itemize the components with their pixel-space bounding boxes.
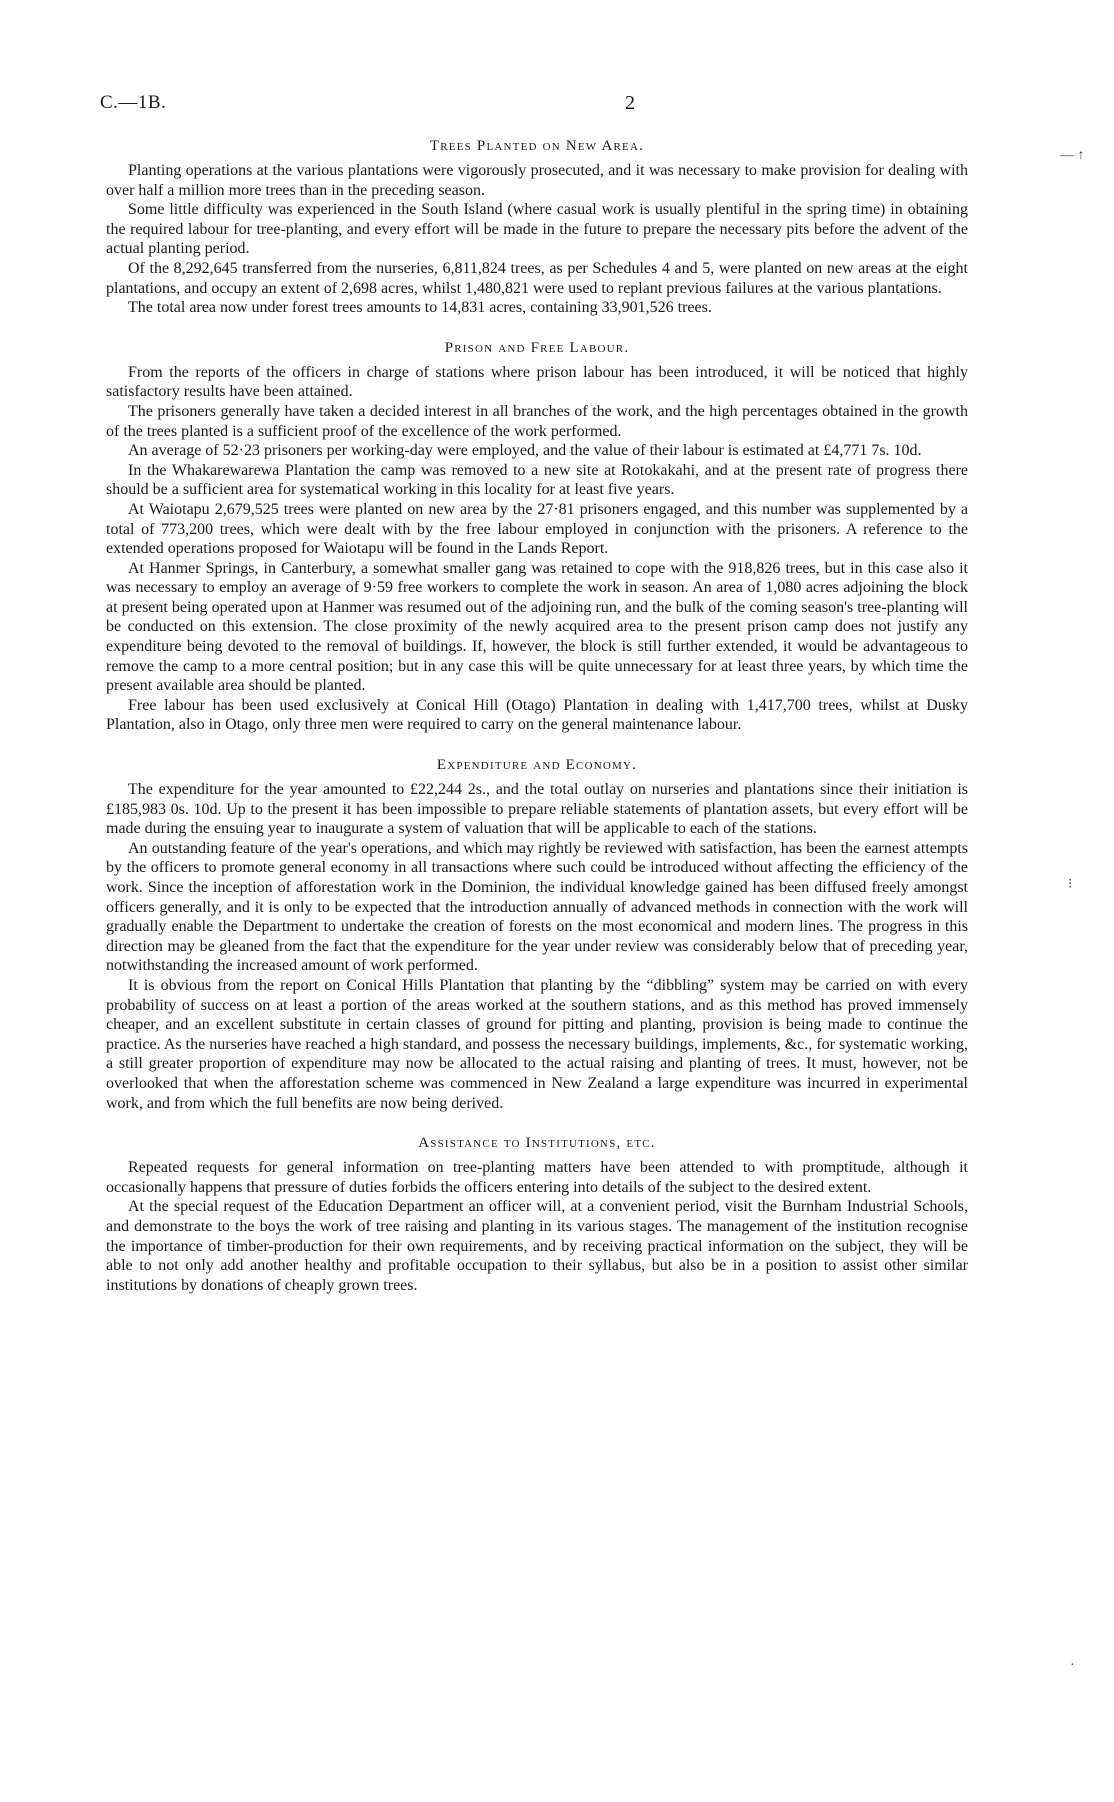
paragraph: An average of 52·23 prisoners per working-day were employed, and the value of their labour is estimated at £4,771 7s. 10d. (128, 442, 922, 460)
paragraph: Of the 8,292,645 transferred from the nurseries, 6,811,824 trees, as per Schedules 4 and 5, were planted on new areas at the eight plantations, and occupy an extent of 2,698 acres, whilst 1,480,821 were used to replant previous failures at the various plantations. (106, 259, 968, 297)
paragraph: An outstanding feature of the year's operations, and which may rightly be reviewed with satisfaction, has been the earnest attempts by the officers to promote general economy in all transactions where such could be introduced without affecting the efficiency of the work. Since the inception of afforestation work in the Dominion, the individual knowledge gained has been diffused freely amongst officers generally, and it is only to be expected that the introduction annually of advanced methods in connection with the work will gradually enable the Department to undertake the creation of forests on the most economical and modern lines. The progress in this direction may be gleaned from the fact that the expenditure for the year under review was considerably below that of preceding year, notwithstanding the increased amount of work performed. (106, 839, 968, 975)
section-assistance (106, 1135, 968, 1295)
paragraph: At the special request of the Education Department an officer will, at a convenient period, visit the Burnham Industrial Schools, and demonstrate to the boys the work of tree raising and planting in its various stages. The management of the institution recognise the importance of timber-production for their own requirements, and by receiving practical information on the subject, they will be able to not only add another healthy and profitable occupation to their syllabus, but also be in a position to assist other similar institutions by donations of cheaply grown trees. (106, 1198, 968, 1294)
margin-mark-top: — ↑ (1060, 148, 1085, 163)
paragraph: The prisoners generally have taken a decided interest in all branches of the work, and the high percentages obtained in the growth of the trees planted is a sufficient proof of the excellence of the work performed. (106, 402, 968, 440)
paragraph: Free labour has been used exclusively at Conical Hill (Otago) Plantation in dealing with 1,417,700 trees, whilst at Dusky Plantation, also in Otago, only three men were required to carry on the general maintenance labour. (106, 696, 968, 734)
document-code: C.—1B. (100, 92, 167, 113)
margin-mark-bottom: · (1070, 1658, 1075, 1673)
paragraph: It is obvious from the report on Conical Hills Plantation that planting by the “dibbling” system may be carried on with every probability of success on at least a portion of the areas worked at the southern stations, and as this method has proved immensely cheaper, and an excellent substitute in certain classes of ground for pitting and planting, provision is being made to continue the practice. As the nurseries have reached a high standard, and possess the necessary buildings, implements, &c., for systematic working, a still greater proportion of expenditure may now be allocated to the actual raising and planting of trees. It must, however, not be overlooked that when the afforestation scheme was commenced in New Zealand a large expenditure was incurred in experimental work, and from which the full benefits are now being derived. (106, 976, 968, 1112)
section-heading: Prison and Free Labour. (444, 339, 630, 356)
paragraph: From the reports of the officers in charge of stations where prison labour has been introduced, it will be noticed that highly satisfactory results have been attained. (106, 363, 968, 401)
paragraph: The total area now under forest trees amounts to 14,831 acres, containing 33,901,526 trees. (128, 299, 712, 317)
section-expenditure (106, 757, 968, 1113)
margin-mark-middle: ⁝ (1068, 877, 1073, 892)
paragraph: The expenditure for the year amounted to £22,244 2s., and the total outlay on nurseries and plantations since their initiation is £185,983 0s. 10d. Up to the present it has been impossible to prepare reliable statements of plantation assets, but every effort will be made during the ensuing year to inaugurate a system of valuation that will be applicable to each of the stations. (106, 781, 968, 838)
paragraph: Planting operations at the various plantations were vigorously prosecuted, and it was necessary to make provision for dealing with over half a million more trees than in the preceding season. (106, 162, 968, 199)
section-heading: Expenditure and Economy. (436, 757, 638, 774)
paragraph: Some little difficulty was experienced in the South Island (where casual work is usually plentiful in the spring time) in obtaining the required labour for tree-planting, and every effort will be made in the future to prepare the necessary pits before the advent of the actual planting period. (106, 201, 968, 258)
paragraph: Repeated requests for general information on tree-planting matters have been attended to with promptitude, although it occasionally happens that pressure of duties forbids the officers entering into details of the subject to the desired extent. (106, 1159, 968, 1196)
page-header (100, 92, 970, 120)
section-heading: Trees Planted on New Area. (429, 138, 645, 154)
paragraph: At Waiotapu 2,679,525 trees were planted on new area by the 27·81 prisoners engaged, and this number was supplemented by a total of 773,200 trees, which were dealt with by the free labour employed in conjunction with the prisoners. A reference to the extended operations proposed for Waiotapu will be found in the Lands Report. (106, 500, 968, 558)
page-number: 2 (625, 92, 635, 114)
paragraph: In the Whakarewarewa Plantation the camp was removed to a new site at Rotokakahi, and at the present rate of progress there should be a sufficient area for systematical working in this locality for at least five years. (106, 461, 968, 499)
paragraph: At Hanmer Springs, in Canterbury, a somewhat smaller gang was retained to cope with the 918,826 trees, but in this case also it was necessary to employ an average of 9·59 free workers to complete the work in season. An area of 1,080 acres adjoining the block at present being operated upon at Hanmer was resumed out of the adjoining run, and the bulk of the coming season's tree-planting will be conducted on this extension. The close proximity of the newly acquired area to the present prison camp does not justify any expenditure being devoted to the removal of buildings. If, however, the block is still further extended, it would be advantageous to remove the camp to a more central position; but in any case this will be quite unnecessary for at least three years, by which time the present available area should be planted. (106, 559, 968, 695)
document-body (106, 138, 968, 1295)
section-trees-planted (106, 138, 968, 318)
section-prison-labour (106, 340, 968, 735)
section-heading: Assistance to Institutions, etc. (418, 1135, 656, 1152)
section-gap (106, 735, 968, 757)
section-gap (106, 318, 968, 340)
section-gap (106, 1113, 968, 1135)
